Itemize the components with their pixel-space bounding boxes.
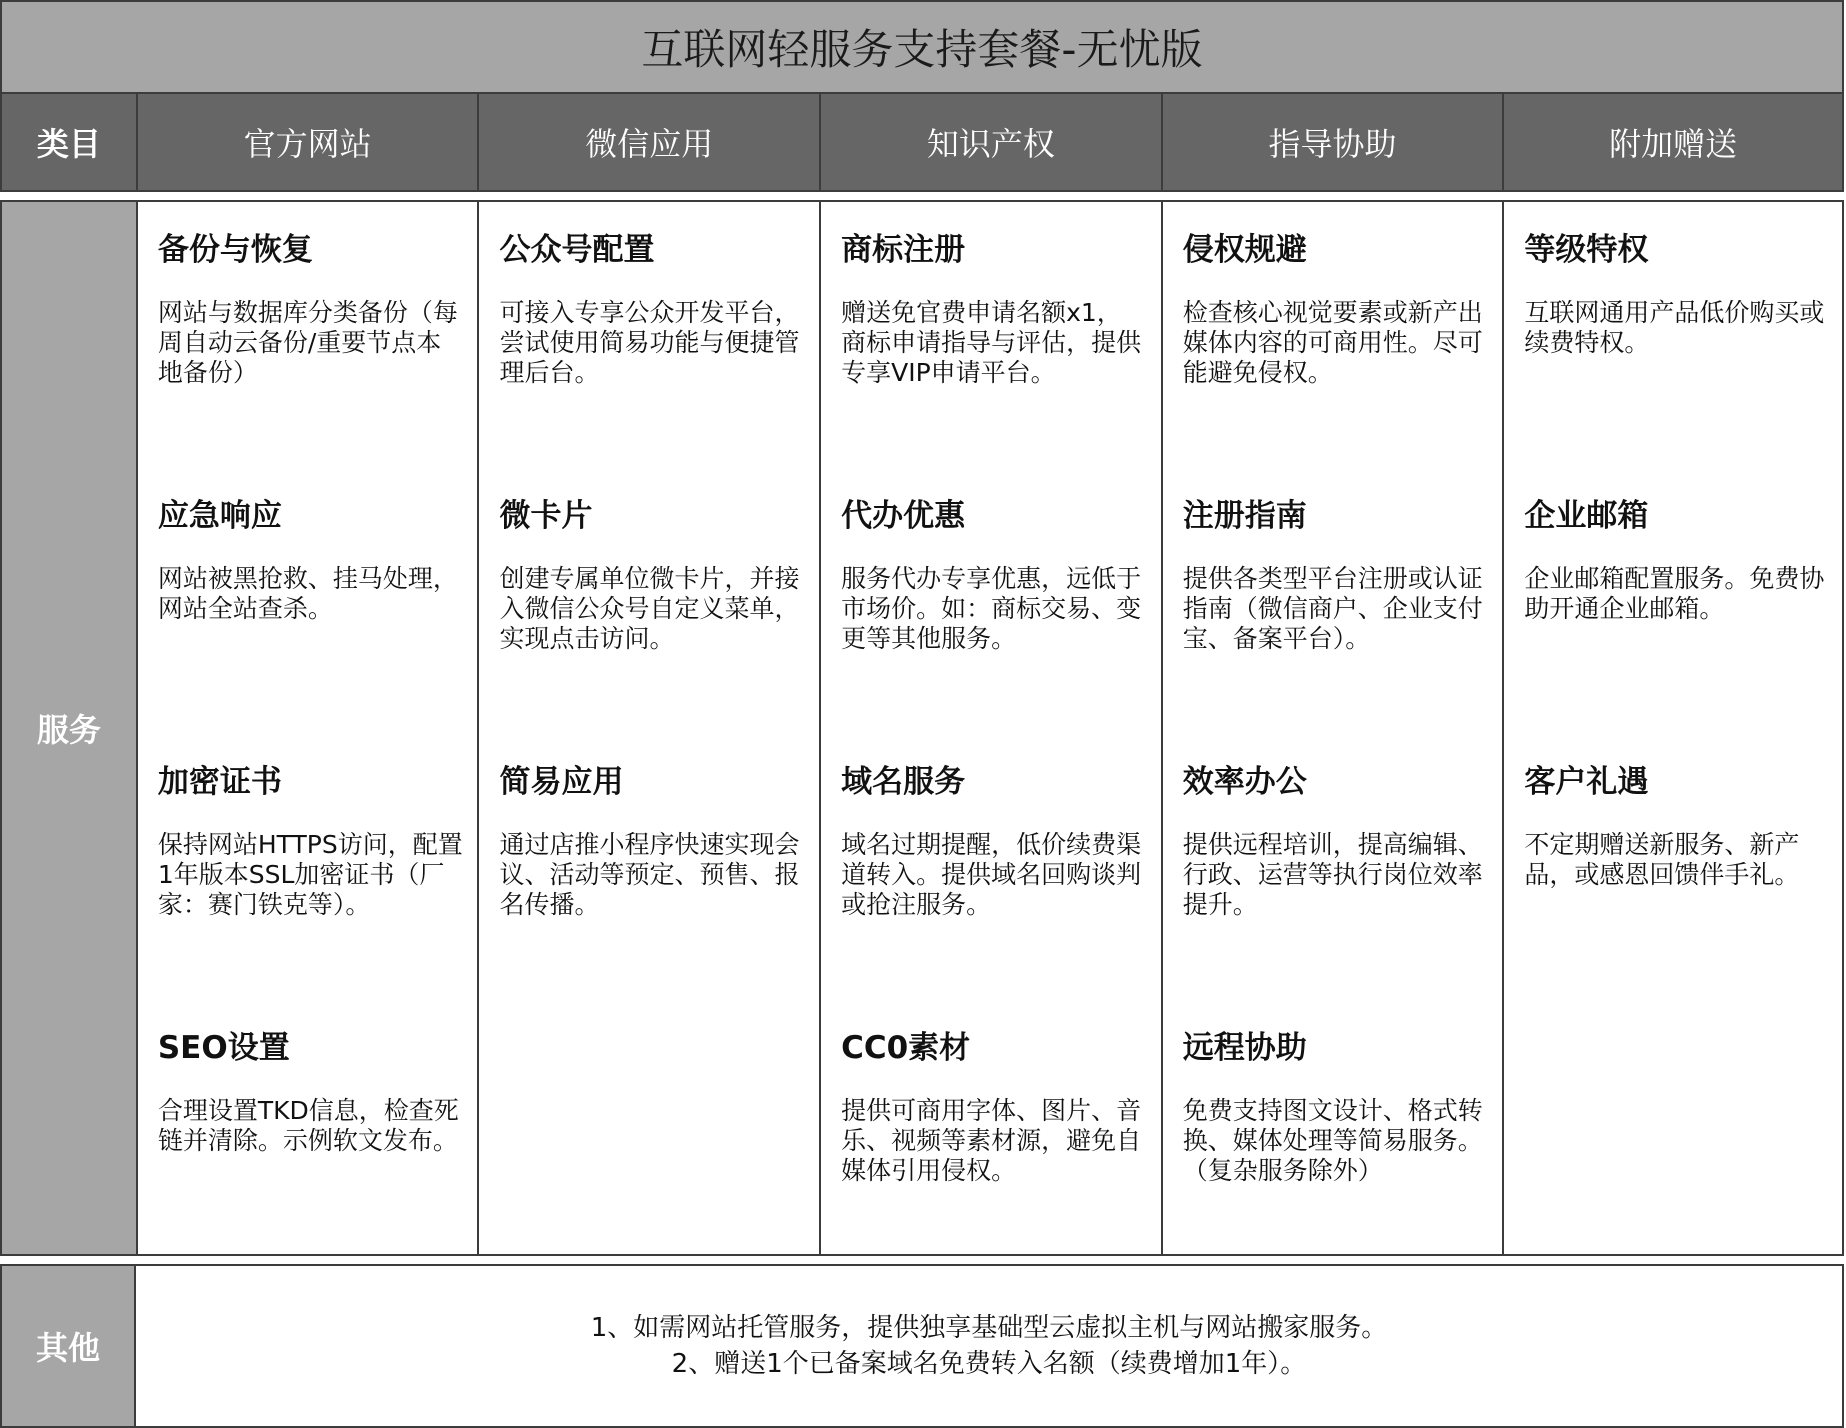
- header-intellectual-property: 知识产权: [819, 94, 1161, 190]
- service-title: 简易应用: [499, 764, 624, 800]
- service-item: [1183, 762, 1489, 920]
- service-title: 加密证书: [157, 764, 282, 800]
- service-item: [841, 1028, 1147, 1186]
- service-desc: 服务代办专享优惠，远低于市场价。如：商标交易、变更等其他服务。: [841, 564, 1142, 653]
- service-title: 远程协助: [1182, 1030, 1307, 1066]
- services-label: 服务: [2, 202, 136, 1254]
- header-guidance: 指导协助: [1161, 94, 1503, 190]
- header-wechat-apps: 微信应用: [477, 94, 819, 190]
- service-item: [1183, 230, 1489, 388]
- service-title: 商标注册: [841, 232, 966, 268]
- service-item: [1524, 762, 1828, 890]
- other-notes: [136, 1266, 1842, 1426]
- service-desc: 可接入专享公众开发平台，尝试使用简易功能与便捷管理后台。: [499, 298, 800, 387]
- other-note-line: 2、赠送1个已备案域名免费转入名额（续费增加1年）。: [671, 1349, 1307, 1379]
- other-label: 其他: [2, 1266, 136, 1426]
- service-title: 客户礼遇: [1524, 764, 1649, 800]
- service-desc: 保持网站HTTPS访问，配置1年版本SSL加密证书（厂家：赛门铁克等）。: [157, 830, 463, 919]
- service-title: 注册指南: [1182, 498, 1307, 534]
- service-item: [1183, 496, 1489, 654]
- header-bonus: 附加赠送: [1502, 94, 1842, 190]
- service-desc: 网站被黑抢救、挂马处理，网站全站查杀。: [157, 564, 458, 623]
- service-item: [158, 230, 464, 388]
- service-item: [158, 762, 464, 920]
- header-category: 类目: [36, 125, 101, 163]
- service-item: [841, 496, 1147, 654]
- service-title: 微卡片: [499, 498, 593, 534]
- service-item: [841, 230, 1147, 388]
- service-item: [1183, 1028, 1489, 1186]
- service-title: 代办优惠: [841, 498, 966, 534]
- column-wechat-apps: [477, 202, 819, 1254]
- service-item: [499, 762, 805, 920]
- service-desc: 合理设置TKD信息，检查死链并清除。示例软文发布。: [157, 1096, 459, 1155]
- service-title: 等级特权: [1524, 232, 1649, 268]
- service-title: 企业邮箱: [1524, 498, 1649, 534]
- service-desc: 互联网通用产品低价购买或续费特权。: [1524, 298, 1825, 357]
- service-item: [1524, 230, 1828, 358]
- service-desc: 检查核心视觉要素或新产出媒体内容的可商用性。尽可能避免侵权。: [1182, 298, 1483, 387]
- service-title: 侵权规避: [1182, 232, 1307, 268]
- other-section: [0, 1264, 1844, 1428]
- service-title: CC0素材: [841, 1030, 971, 1066]
- other-note-line: 1、如需网站托管服务，提供独享基础型云虚拟主机与网站搬家服务。: [590, 1313, 1388, 1343]
- column-bonus: [1502, 202, 1842, 1254]
- service-item: [158, 496, 464, 624]
- service-desc: 免费支持图文设计、格式转换、媒体处理等简易服务。（复杂服务除外）: [1182, 1096, 1483, 1185]
- service-desc: 创建专属单位微卡片，并接入微信公众号自定义菜单，实现点击访问。: [499, 564, 800, 653]
- service-item: [499, 496, 805, 654]
- service-desc: 不定期赠送新服务、新产品，或感恩回馈伴手礼。: [1524, 830, 1800, 889]
- service-item: [499, 230, 805, 388]
- header-row: [0, 94, 1844, 192]
- header-official-website: 官方网站: [136, 94, 478, 190]
- service-title: 公众号配置: [499, 232, 655, 268]
- service-desc: 赠送免官费申请名额x1，商标申请指导与评估，提供专享VIP申请平台。: [841, 298, 1142, 387]
- column-guidance: [1161, 202, 1503, 1254]
- service-item: [1524, 496, 1828, 624]
- column-intellectual-property: [819, 202, 1161, 1254]
- service-desc: 企业邮箱配置服务。免费协助开通企业邮箱。: [1524, 564, 1825, 623]
- service-desc: 通过店推小程序快速实现会议、活动等预定、预售、报名传播。: [499, 830, 800, 919]
- service-desc: 提供可商用字体、图片、音乐、视频等素材源，避免自媒体引用侵权。: [841, 1096, 1142, 1185]
- service-title: SEO设置: [157, 1030, 290, 1066]
- service-item: [158, 1028, 464, 1156]
- column-official-website: [136, 202, 478, 1254]
- service-title: 备份与恢复: [157, 232, 313, 268]
- service-desc: 提供各类型平台注册或认证指南（微信商户、企业支付宝、备案平台）。: [1182, 564, 1483, 653]
- service-title: 域名服务: [841, 764, 966, 800]
- service-item: [841, 762, 1147, 920]
- page-title: 互联网轻服务支持套餐-无忧版: [0, 0, 1844, 94]
- service-title: 效率办公: [1182, 764, 1307, 800]
- service-desc: 网站与数据库分类备份（每周自动云备份/重要节点本地备份）: [157, 298, 458, 387]
- service-title: 应急响应: [157, 498, 282, 534]
- service-desc: 域名过期提醒，低价续费渠道转入。提供域名回购谈判或抢注服务。: [841, 830, 1142, 919]
- service-desc: 提供远程培训，提高编辑、行政、运营等执行岗位效率提升。: [1182, 830, 1483, 919]
- services-table: [0, 200, 1844, 1256]
